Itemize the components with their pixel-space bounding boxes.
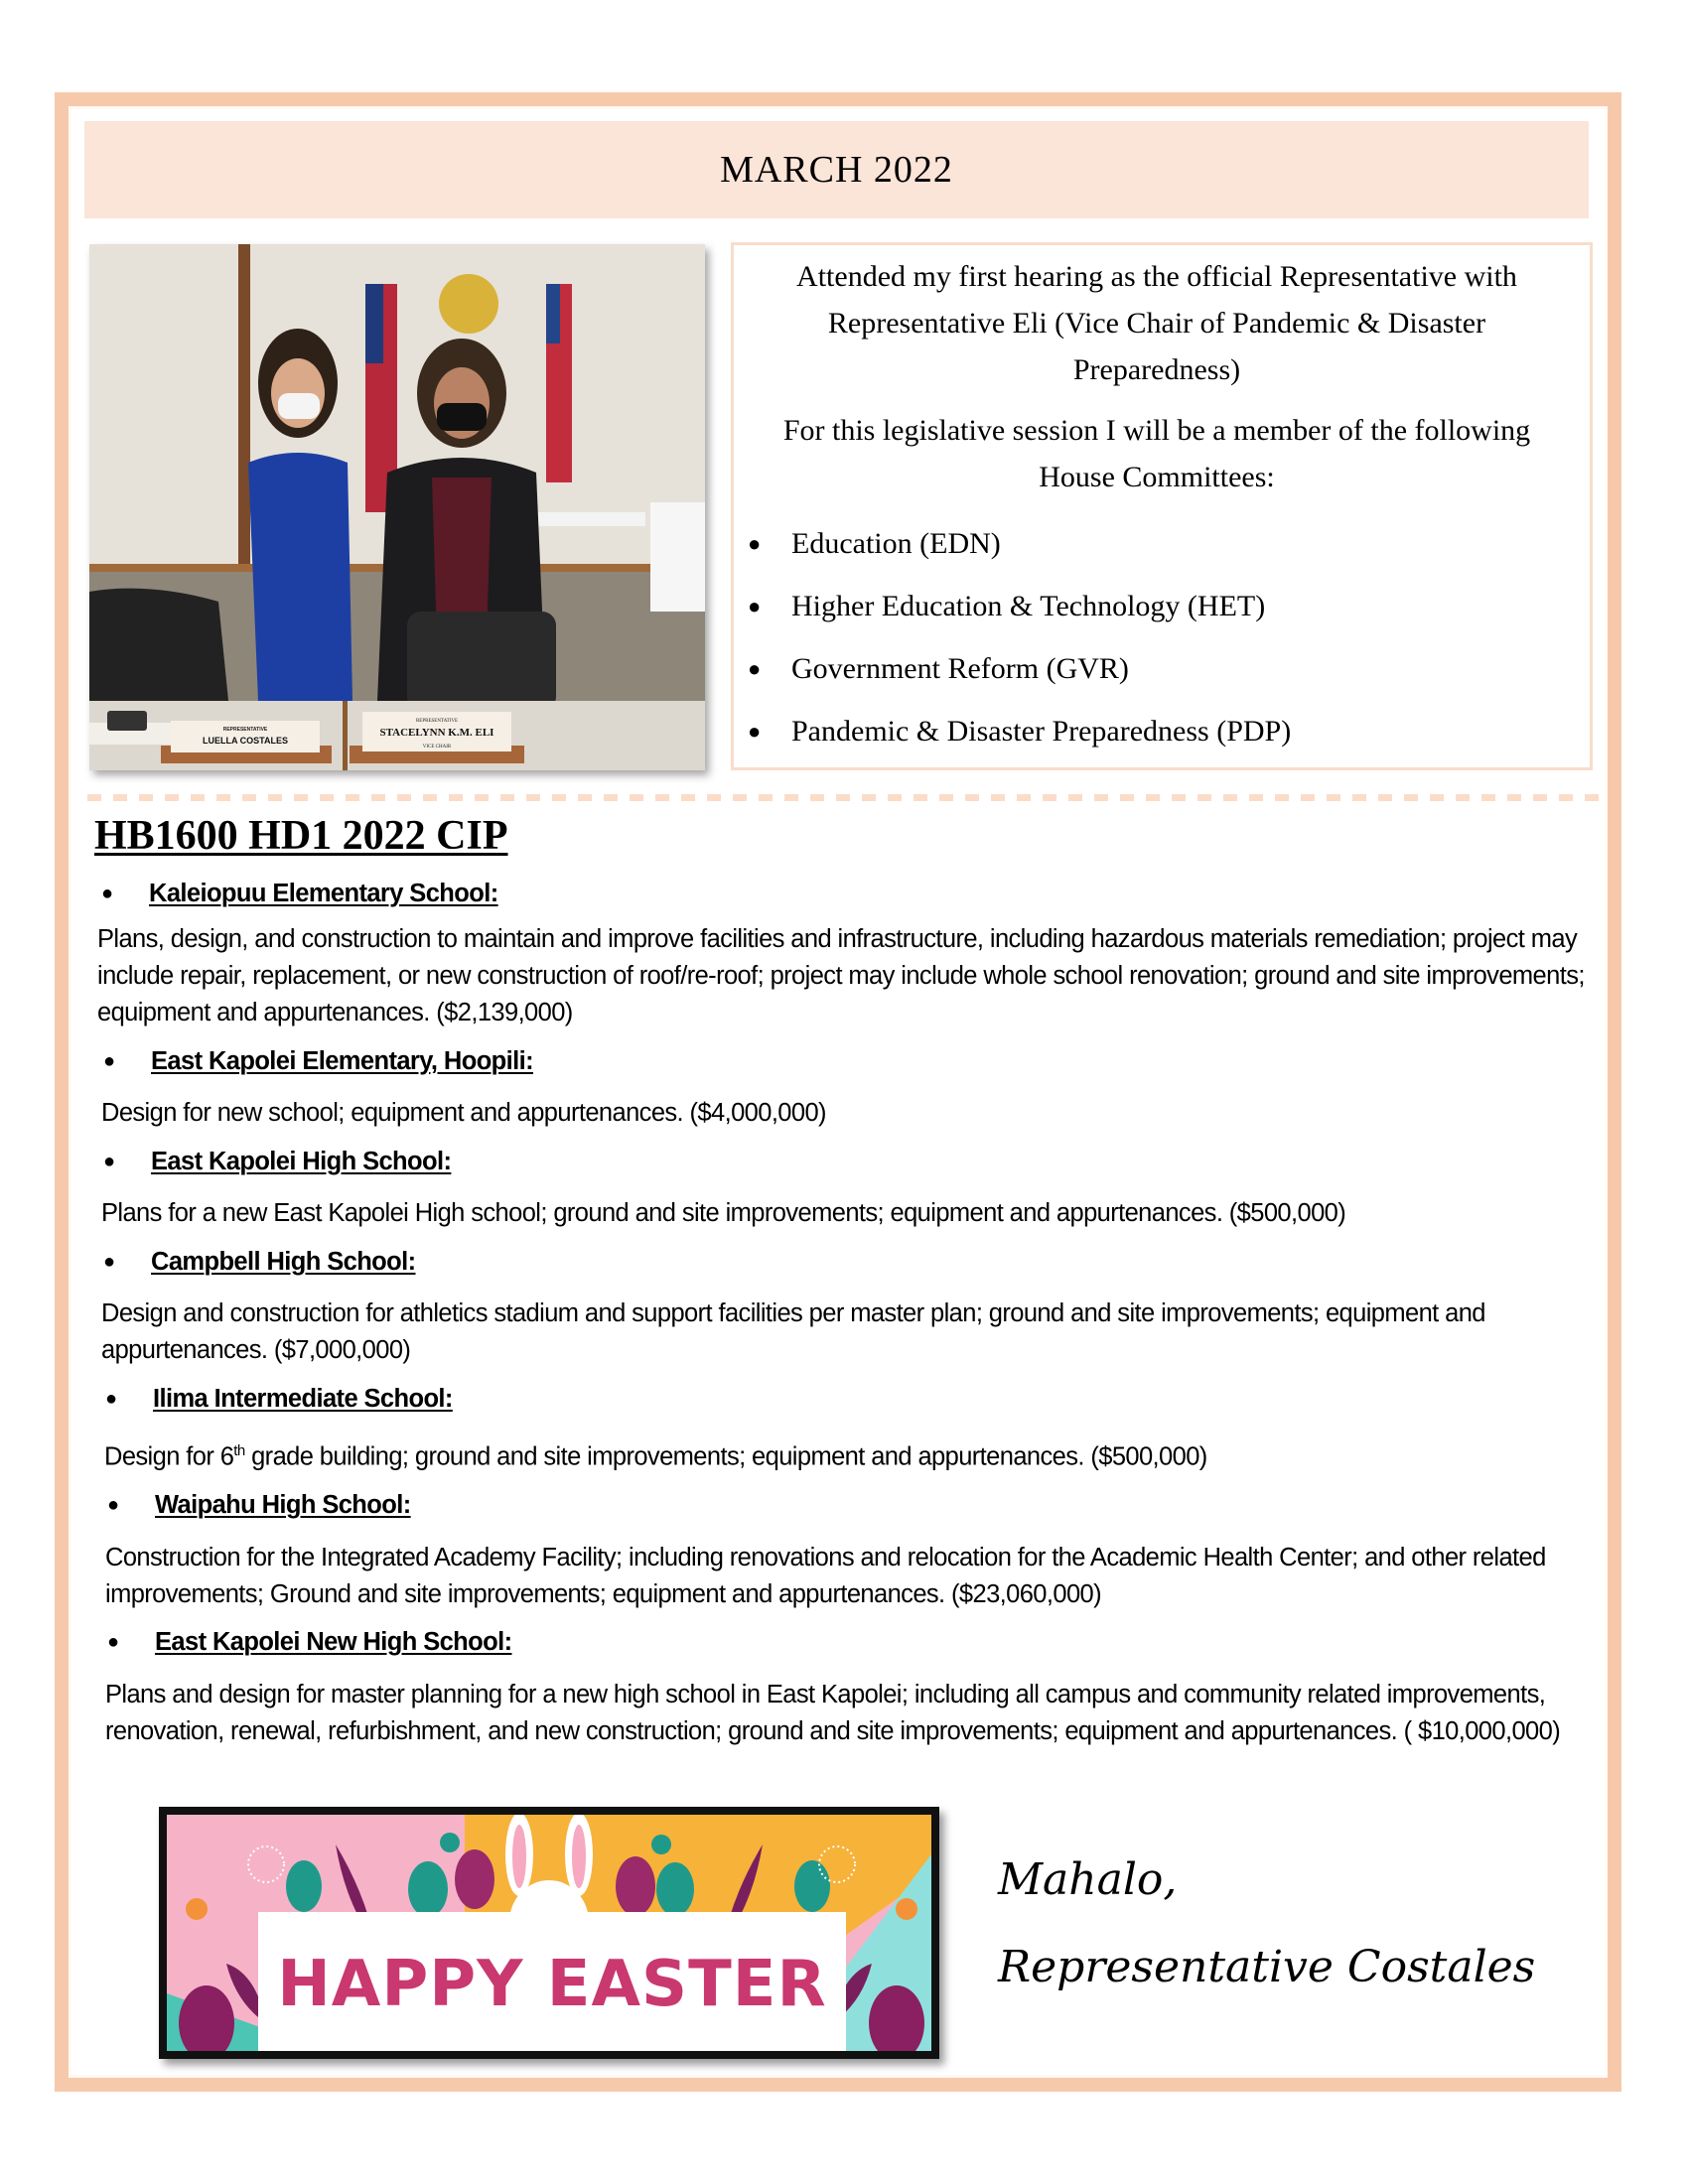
cip-item-east-kapolei-elementary xyxy=(97,1041,1597,1132)
cip-item-description: Design and construction for athletics stadium and support facilities per master plan; ground and site improvements; equipment and appurtenances. ($7,000,000) xyxy=(101,1299,1485,1364)
cip-item-name: Waipahu High School: xyxy=(155,1491,411,1519)
committees-intro: For this legislative session I will be a member of the following House Committees: xyxy=(782,414,1531,493)
cip-item-description: Plans and design for master planning for a new high school in East Kapolei; including all campus and community related improvements, renovation, renewal, refurbishment, and new construction; ground and site improvements; equipment and appurtenances. ( $10,000,000) xyxy=(105,1680,1561,1745)
committee-item xyxy=(744,637,1570,700)
nameplate-costales-name: LUELLA COSTALES xyxy=(203,736,288,746)
cip-item-name: Ilima Intermediate School: xyxy=(153,1384,453,1413)
committee-label: Education (EDN) xyxy=(791,527,1001,560)
cip-item-east-kapolei-high xyxy=(97,1142,1597,1232)
bullet-icon: ● xyxy=(103,1250,115,1273)
signoff xyxy=(998,1837,1535,2011)
dashed-divider xyxy=(87,794,1602,801)
committee-item xyxy=(744,700,1570,762)
bullet-icon: ● xyxy=(748,656,762,681)
nameplate-eli-role: VICE CHAIR xyxy=(422,745,452,750)
cip-item-name: East Kapolei High School: xyxy=(151,1147,452,1175)
bullet-icon: ● xyxy=(103,1150,115,1172)
committee-list xyxy=(744,512,1570,762)
cip-item-name: Kaleiopuu Elementary School: xyxy=(149,879,498,907)
bullet-icon: ● xyxy=(101,882,113,904)
committee-label: Higher Education & Technology (HET) xyxy=(791,590,1266,622)
cip-item-description: Design for new school; equipment and appurtenances. ($4,000,000) xyxy=(101,1099,826,1127)
nameplate-costales-title: REPRESENTATIVE xyxy=(222,727,268,733)
cip-item-description: Plans, design, and construction to maintain and improve facilities and infrastructure, including hazardous materials remediation; project may include repair, replacement, or new construction of roof/re-roof; project may include whole school renovation; ground and site improvements; equipment and appurtenances. ($2,139,000) xyxy=(97,925,1585,1026)
cip-item-description: Plans for a new East Kapolei High school; ground and site improvements; equipment and appurtenances. ($500,000) xyxy=(101,1199,1346,1227)
easter-greeting: HAPPY EASTER xyxy=(277,1948,827,2021)
cip-item-description xyxy=(97,1433,1597,1476)
nameplate-eli-title: REPRESENTATIVE xyxy=(415,719,459,724)
state-seal xyxy=(439,274,498,334)
happy-easter-banner xyxy=(159,1807,939,2059)
cip-desc-part: grade building; ground and site improvements; equipment and appurtenances. ($500,000) xyxy=(244,1442,1207,1471)
bullet-icon: ● xyxy=(748,531,762,556)
bullet-icon: ● xyxy=(107,1494,119,1516)
committee-item xyxy=(744,575,1570,637)
bullet-icon: ● xyxy=(748,719,762,744)
header-band xyxy=(84,121,1589,218)
committee-item xyxy=(744,512,1570,575)
bullet-icon: ● xyxy=(748,594,762,618)
hearing-photo xyxy=(89,244,705,770)
cip-item-ilima-intermediate xyxy=(97,1379,1597,1476)
bullet-icon: ● xyxy=(107,1631,119,1653)
cip-item-name: East Kapolei Elementary, Hoopili: xyxy=(151,1046,533,1075)
cip-section-title: HB1600 HD1 2022 CIP xyxy=(94,813,508,859)
bullet-icon: ● xyxy=(105,1387,117,1410)
cip-item-waipahu-high xyxy=(97,1486,1597,1613)
cip-item-name: Campbell High School: xyxy=(151,1247,416,1276)
cip-item-east-kapolei-new-high xyxy=(97,1623,1597,1750)
committee-label: Government Reform (GVR) xyxy=(791,652,1129,685)
cip-item-campbell-high xyxy=(97,1242,1597,1369)
signoff-name: Representative Costales xyxy=(998,1942,1536,1992)
ordinal-suffix: th xyxy=(233,1442,245,1459)
cip-item-description: Construction for the Integrated Academy Facility; including renovations and relocation for the Academic Health Center; and other related improvements; Ground and site improvements; equipment and appurtenances. ($23,060,000) xyxy=(105,1543,1546,1608)
nameplate-eli-name: STACELYNN K.M. ELI xyxy=(379,727,494,739)
cip-item-name: East Kapolei New High School: xyxy=(155,1628,512,1656)
hearing-paragraph: Attended my first hearing as the official Representative with Representative Eli (Vice Chair of Pandemic & Disaster Preparedness) xyxy=(796,260,1517,386)
cip-item-kaleiopuu xyxy=(97,874,1597,1031)
cip-list xyxy=(97,874,1597,1760)
bullet-icon: ● xyxy=(103,1049,115,1072)
page-title: MARCH 2022 xyxy=(720,149,953,191)
signoff-greeting: Mahalo, xyxy=(998,1854,1178,1905)
committee-label: Pandemic & Disaster Preparedness (PDP) xyxy=(791,715,1292,748)
hearing-info-box xyxy=(731,242,1593,770)
easter-card xyxy=(258,1912,846,2051)
cip-desc-part: Design for 6 xyxy=(104,1442,234,1471)
